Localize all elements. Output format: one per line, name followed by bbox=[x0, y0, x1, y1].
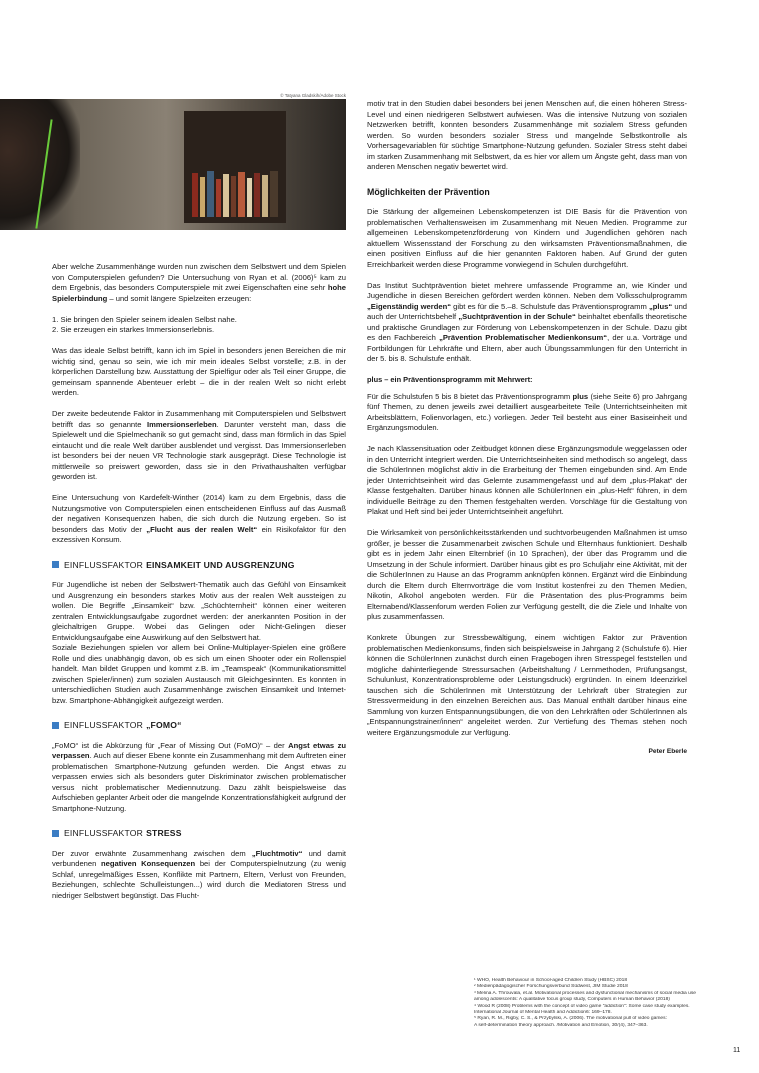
footnote: International Journal of Mental Health and Addiction6: 169–178. bbox=[474, 1010, 612, 1016]
paragraph: Der zuvor erwähnte Zusammenhang zwischen dem „Fluchtmotiv“ und damit verbundenen negativen Konsequenzen bei der Computerspielnutzung (zu wenig Schlaf, unregelmäßiges Essen, Konflikte mit Partnern, Eltern, Verlust von Freunden, Beziehungen, schlechte Schulleistungen...) wird durch die Mediatoren Stress und niedriger Selbstwert begünstigt. Das Flucht- bbox=[52, 848, 346, 900]
paragraph: Je nach Klassensituation oder Zeitbudget können diese Ergänzungsmodule weggelassen oder in den Unterricht integriert werden. Die Unterrichtseinheiten sind methodisch so angelegt, dass die SchülerInnen möglichst aktiv in die Erarbeitung der Themen eingebunden sind. Am Ende jeder Unterrichtseinheit wird das Gelernte zusammengefasst und auf dem „plus-Plakat“ der Klasse festgehalten. Darüber hinaus können alle SchülerInnen ein „plus-Heft“ führen, in dem individuelle Beiträge zu den Themen festgehalten werden. Vorschläge für die Gestaltung von Plakat und Heft sind bei jeder Unterrichtseinheit angeführt. bbox=[367, 444, 687, 516]
footnote: ² Medienpädagogischer Forschungsverbund Südwest, JIM Studie 2018 bbox=[474, 984, 628, 990]
square-bullet-icon bbox=[52, 830, 59, 837]
right-column bbox=[367, 99, 687, 757]
paragraph: Für Jugendliche ist neben der Selbstwert-Thematik auch das Gefühl von Einsamkeit und Ausgrenzung ein besonders starkes Motiv aus der realen Welt aussteigen zu wollen. Die Begriffe „Einsamkeit“ bzw. „Schüchternheit“ können einer weiteren zentralen Entwicklungsaufgabe zugordnet werden: der anerkannten Position in der gleichaltrigen Gruppe. Wobei das Gelingen oder Nicht-Gelingen dieser Entwicklungsaufgabe eine Auswirkung auf den Selbstwert hat. bbox=[52, 580, 346, 642]
footnote: A self-determination theory approach. /Motivation and Emotion, 30/(4), 347–363. bbox=[474, 1022, 648, 1028]
paragraph: motiv trat in den Studien dabei besonders bei jenen Menschen auf, die einen höheren Stress-Level und einen niedrigeren Selbstwert aufwiesen. Was die intensive Nutzung von sozialen Netzwerken betrifft, konnten besonders Zusammenhänge mit sozialem Stress gefunden werden. So wurden besonders sozialer Stress und mangelnde Selbstkontrolle als Vorhersagevariablen für süchtige Smartphone-Nutzung gefunden. Sozialer Stress steht dabei im starken Zusammenhang mit Selbstwert, da es hier vor allem um Ängste geht, dass man von anderen Menschen negativ bewertet wird. bbox=[367, 99, 687, 171]
paragraph: Soziale Beziehungen spielen vor allem bei Online-Multiplayer-Spielen eine größere Rolle und dies unabhängig davon, ob es sich um einen Shooter oder ein Rollenspiel handelt. Man bildet Gruppen und kommt z.B. im „Teamspeak“ (Kommunikationsmittel zwischen Spieler/innen) zum sozialen Austausch mit Gleichgesinnten. Es konnten in unterschiedlichen Studien auch Zusammenhänge zwischen Einsamkeit und Internet- bzw. Smartphone-Abhängigkeit aufgezeigt werden. bbox=[52, 643, 346, 705]
list-item: 2. Sie erzeugen ein starkes Immersionserlebnis. bbox=[52, 325, 215, 334]
footnote: ³ Melina A. Throuvala, et.al. Motivational processes and dysfunctional mechanisms of social media use bbox=[474, 990, 697, 996]
footnotes bbox=[474, 978, 714, 1029]
paragraph: Konkrete Übungen zur Stressbewältigung, einem wichtigen Faktor zur Prävention problematischen Medienkonsums, finden sich beispielsweise in Jahrgang 2 (Schulstufe 6). Hier können die SchülerInnen zunächst durch einen Fragebogen ihren Stresspegel feststellen und mögliche dahinterliegende Stressursachen (Arbeitshaltung / Lernmethoden, Prüfungsangst, Schulunlust, Konzentrationsprobleme oder Leistungsdruck) ergründen. In einem Ideenzirkel tauschen sich die SchülerInnen mit Unterstützung der Lehrkraft über Strategien zur Stressvermeidung in den einzelnen Bereichen aus. Das Manual enthält darüber hinaus eine Sammlung von kurzen Entspannungsübungen, die von den Lehrkräften oder SchülerInnen als „Entspannungstrainer/innen“ angeleitet werden. Zur Vertiefung des Themas stehen noch weitere Ergänzungsmodule zur Verfügung. bbox=[367, 633, 687, 737]
footnote: among adolescents: A qualitative focus group study, Computers in Human Behavior (2018) bbox=[474, 997, 670, 1003]
square-bullet-icon bbox=[52, 561, 59, 568]
section-heading-einsamkeit: EINFLUSSFAKTOR EINSAMKEIT UND AUSGRENZUNG bbox=[52, 560, 346, 571]
author-name: Peter Eberle bbox=[648, 747, 687, 755]
paragraph: „FoMO“ ist die Abkürzung für „Fear of Missing Out (FoMO)“ – der Angst etwas zu verpassen. Auch auf dieser Ebene konnte ein Zusammenhang mit dem Auftreten einer problematischen Smartphone-Nutzung gefunden werden. Die Angst etwas zu verpassen erwies sich als besonders guter Diskriminator zwischen problematischer versus nicht problematischer Mediennutzung. Dazu zählt beispielsweise das Aufschieben geplanter Arbeit oder die mangelnde Konzentrationsfähigkeit aufgrund der Smartphone-Nutzung. bbox=[52, 740, 347, 813]
photo-credit: © Tatyana Gladskih/Adobe Stock bbox=[280, 93, 346, 98]
section-heading-fomo: EINFLUSSFAKTOR „FOMO“ bbox=[52, 720, 346, 731]
footnote: ⁵ Ryan, R. M., Rigby, C. S., & Przybylski, A. (2006). The motivational pull of video games: bbox=[474, 1016, 667, 1022]
person-silhouette bbox=[0, 99, 80, 230]
square-bullet-icon bbox=[52, 722, 59, 729]
footnote: ⁴ Wood R (2008) Problems with the concept of video game "addiction": Some case study examples. bbox=[474, 1003, 690, 1009]
paragraph: Der zweite bedeutende Faktor in Zusammenhang mit Computerspielen und Selbstwert betrifft das so genannte Immersionserleben. Darunter versteht man, dass die Spielewelt und die Spielmechanik so gut gemacht sind, dass man förmlich in das Spiel eintaucht und die reale Welt darüber ausblendet und vergisst. Das Immersionserleben ist besonders bei der neuen VR Technologie stark ausgeprägt. Diese Technologie ist mittlerweile so preiswert geworden, dass sie in den Privathaushalten verfügbar geworden ist. bbox=[52, 409, 346, 481]
paragraph: Was das ideale Selbst betrifft, kann ich im Spiel in besonders jenen Bereichen die mir wichtig sind, genau so sein, wie ich mir mein ideales Selbst vorstelle; z.B. in der körperlichen Darstellung bzw. Ausstattung der Spielfigur oder als Teil einer Gruppe, die gemeinsam spannende Abenteuer erlebt – die in der realen Welt so nicht erlebt werden. bbox=[52, 346, 346, 397]
section-heading-prevention: Möglichkeiten der Prävention bbox=[367, 186, 490, 197]
subheading-plus: plus – ein Präventionsprogramm mit Mehrwert: bbox=[367, 375, 533, 384]
section-heading-stress: EINFLUSSFAKTOR STRESS bbox=[52, 828, 346, 839]
bookshelf-graphic bbox=[184, 111, 286, 223]
header-photo bbox=[0, 99, 346, 230]
footnote: ¹ WHO, Health Behaviour in School-aged Children Study (HBSC) 2018 bbox=[474, 978, 628, 983]
left-column bbox=[52, 262, 346, 912]
paragraph: Für die Schulstufen 5 bis 8 bietet das Präventionsprogramm plus (siehe Seite 6) pro Jahrgang fünf Themen, zu denen jeweils zwei detailliert ausgearbeitete Teile (Unterrichtseinheiten mit Arbeitsblättern, Folienvorlagen, etc.) vorliegen. Jeder Teil besteht aus einer Basiseinheit und Ergänzungsmodulen. bbox=[367, 391, 688, 432]
paragraph: Eine Untersuchung von Kardefelt-Winther (2014) kam zu dem Ergebnis, dass die Nutzungsmotive von Computerspielen einen entscheidenen Einfluss auf das Ausmaß der negativen Konsequenzen haben, die sich durch die Nutzung ergeben. So ist besonders das Motiv der „Flucht aus der realen Welt“ ein Risikofaktor für den exzessiven Konsum. bbox=[52, 493, 346, 544]
paragraph: Aber welche Zusammenhänge wurden nun zwischen dem Selbstwert und dem Spielen von Computerspielen gefunden? Die Untersuchung von Ryan et al. (2006)⁵ kam zu dem Ergebnis, das besonders Computerspiele mit zwei Eigenschaften eine sehr hohe Spielerbindung – und somit längere Spielzeiten erzeugen: bbox=[52, 262, 346, 303]
paragraph: Die Wirksamkeit von persönlichkeitsstärkenden und suchtvorbeugenden Maßnahmen ist umso größer, je besser die Zusammenarbeit zwischen Schule und Elternhaus funktioniert. Deshalb gibt es in jedem Jahr einen Elternbrief (in 10 Sprachen), der über das Programm und die Umsetzung in der Schule informiert. Darüber hinaus gibt es pro Schuljahr eine Aktivität, mit der die SchülerInnen zu Hause an das Programm anknüpfen können. Ergänzt wird die Einbindung durch die Eltern durch Elternvorträge die vom Institut kostenfrei zu den Themen Medien, Nikotin, Alkohol angeboten werden. Für die Präsentation des plus-Programms beim Elternabend/Klassenforum werden Folien zur Verfügung gestellt, die die Ziele und Inhalte von plus zusammenfassen. bbox=[367, 528, 687, 621]
list-item: 1. Sie bringen den Spieler seinem idealen Selbst nahe. bbox=[52, 314, 237, 324]
paragraph: Das Institut Suchtprävention bietet mehrere umfassende Programme an, wie Kinder und Jugendliche in diesen Bereichen gefördert werden können. Neben dem Volksschulprogramm „Eigenständig werden“ gibt es für die 5.–8. Schulstufe das Präventionsprogramm „plus“ und auch der Unterrichtsbehelf „Suchtprävention in der Schule“ beinhaltet ebenfalls theoretische und praktische Grundlagen zur Förderung von Lebenskompetenzen in der Schule. Dazu gibt es den Fachbereich „Prävention Problematischer Medienkonsum“, der u.a. Vorträge und Fortbildungen für Lehrkräfte und Eltern, aber auch Übungssammlungen für den Unterricht in der 5. bis 8. Schulstufe enthält. bbox=[367, 280, 688, 363]
page-number: 11 bbox=[733, 1047, 741, 1054]
paragraph: Die Stärkung der allgemeinen Lebenskompetenzen ist DIE Basis für die Prävention von problematischen Verhaltensweisen im Zusammenhang mit Neuen Medien. Programme zur allgemeinen Lebenskompetenzförderung von Kindern und Jugendlichen gehören nach aktuellem Wissensstand der Forschung zu den wirksamsten Präventionsmaßnahmen, die einen positiven Einfluss auf die hier genannten Faktoren haben. Auf Grund der guten Erreichbarkeit werden diese Programme vorwiegend in Schulen durchgeführt. bbox=[367, 207, 687, 269]
